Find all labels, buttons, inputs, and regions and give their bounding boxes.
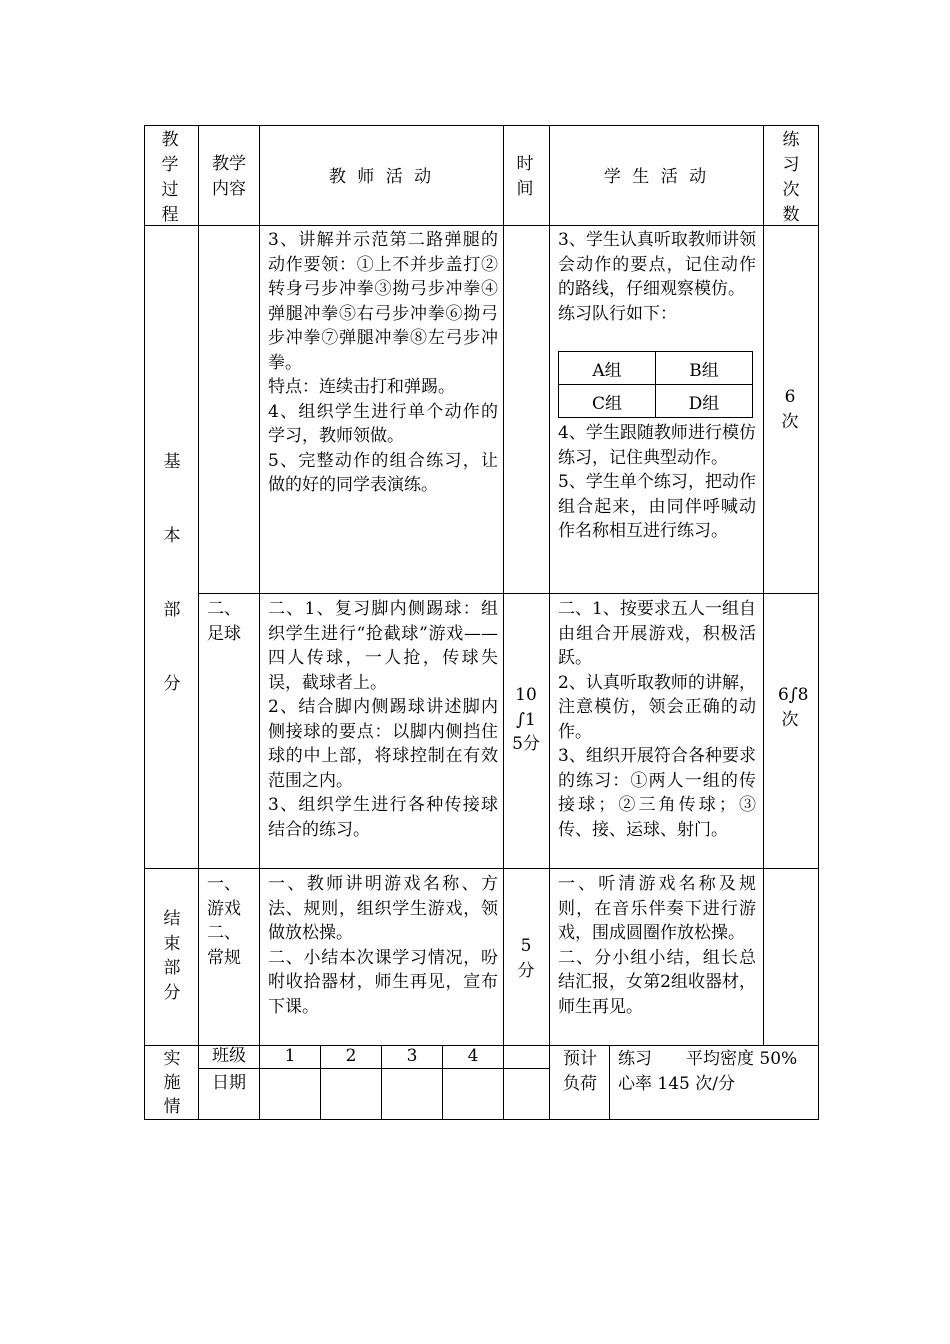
ending-time: 5分 (517, 936, 535, 981)
class-label: 班级 (212, 1046, 246, 1066)
group-c: C组 (559, 385, 656, 418)
section-label-basic: 基本部分 (163, 452, 181, 694)
row2-time: 10∫15分 (512, 685, 540, 754)
row1-student-p3: 4、学生跟随教师进行模仿练习，记住典型动作。 (558, 423, 756, 468)
row1-teacher-p4: 5、完整动作的组合练习，让做的好的同学表演练。 (268, 450, 498, 495)
header-count: 练习次数 (782, 130, 800, 225)
load-label: 预计负荷 (563, 1049, 597, 1094)
class-number-2: 2 (345, 1046, 357, 1066)
row1-teacher-activity (268, 228, 498, 498)
ending-content: 一、游戏二、常规 (207, 874, 241, 968)
header-time: 时间 (516, 154, 534, 199)
row2-student-activity (558, 597, 756, 842)
row2-student-p3: 3、组织开展符合各种要求的练习：①两人一组的传接球；②三角传球；③传、接、运球、射门。 (558, 746, 756, 840)
row1-student-intro (558, 228, 756, 326)
row1-student-p1: 3、学生认真听取教师讲领会动作的要点，记住动作的路线，仔细观察模仿。 (558, 230, 756, 299)
row2-count: 6∫8次 (778, 685, 809, 730)
row1-student-after (558, 421, 756, 544)
header-content: 教学内容 (212, 154, 246, 199)
class-number-4: 4 (467, 1046, 479, 1066)
ending-student-activity (558, 872, 756, 1019)
ending-student-p1: 一、听清游戏名称及规则，在音乐伴奏下进行游戏，围成圆圈作放松操。 (558, 874, 756, 943)
row2-student-p1: 二、1、按要求五人一组自由组合开展游戏，积极活跃。 (558, 599, 756, 668)
ending-teacher-p1: 一、教师讲明游戏名称、方法、规则，组织学生游戏，领做放松操。 (268, 874, 498, 943)
row1-teacher-p1: 3、讲解并示范第二路弹腿的动作要领：①上不并步盖打②转身弓步冲拳③拗弓步冲拳④弹腿冲拳⑤右弓步冲拳⑥拗弓步冲拳⑦弹腿冲拳⑧左弓步冲拳。 (268, 230, 498, 373)
date-label: 日期 (212, 1073, 246, 1093)
class-number-1: 1 (284, 1046, 296, 1066)
ending-teacher-p2: 二、小结本次课学习情况，吩咐收拾器材，师生再见，宣布下课。 (268, 947, 498, 1017)
row2-teacher-p2: 2、结合脚内侧踢球讲述脚内侧接球的要点：以脚内侧挡住球的中上部，将球控制在有效范围之内。 (268, 697, 498, 791)
load-text: 练习 平均密度 50%心率 145 次/分 (618, 1049, 798, 1094)
group-formation-table (558, 351, 753, 418)
row1-student-p2: 练习队行如下： (558, 303, 677, 324)
ending-student-p2: 二、分小组小结，组长总结汇报，女第2组收器材，师生再见。 (558, 947, 756, 1017)
row2-teacher-activity (268, 597, 498, 842)
section-label-ending: 结束部分 (163, 909, 181, 1003)
header-process: 教学过程 (161, 130, 179, 225)
row1-teacher-p2: 特点：连续击打和弹踢。 (268, 377, 455, 397)
header-student: 学 生 活 动 (603, 167, 710, 187)
row1-count: 6次 (781, 387, 799, 432)
group-b: B组 (656, 352, 753, 385)
row2-teacher-p3: 3、组织学生进行各种传接球结合的练习。 (268, 795, 498, 840)
row2-content: 二、足球 (207, 599, 241, 644)
group-a: A组 (559, 352, 656, 385)
row2-student-p2: 2、认真听取教师的讲解，注意模仿，领会正确的动作。 (558, 672, 756, 742)
header-teacher: 教 师 活 动 (328, 167, 435, 187)
class-number-3: 3 (406, 1046, 418, 1066)
row1-teacher-p3: 4、组织学生进行单个动作的学习，教师领做。 (268, 401, 498, 446)
row2-teacher-p1: 二、1、复习脚内侧踢球：组织学生进行“抢截球”游戏——四人传球，一人抢，传球失误，截球者上。 (268, 599, 498, 693)
row1-student-p4: 5、学生单个练习，把动作组合起来，由同伴呼喊动作名称相互进行练习。 (558, 472, 756, 541)
implementation-label: 实施情 (163, 1049, 181, 1117)
ending-teacher-activity (268, 872, 498, 1019)
group-d: D组 (656, 385, 753, 418)
